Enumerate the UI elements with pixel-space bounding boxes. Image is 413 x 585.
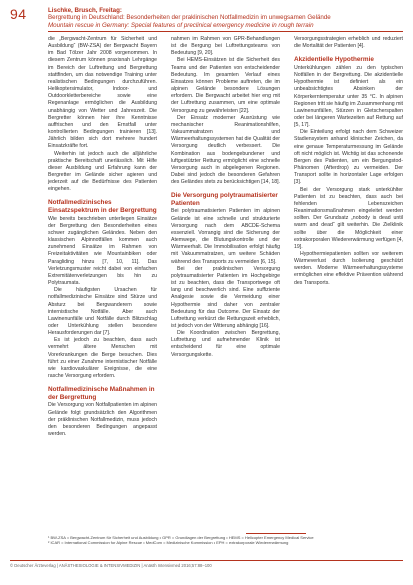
page-footer: © Deutscher Ärzteverlag | ANÄSTHESIOLOGIE & INTENSIVMEDIZIN | Anästh Intensivmed 2016;57:88–100 — [10, 563, 212, 568]
paragraph: Bei polytraumatisierten Patienten im alpinen Gelände ist eine schnelle und strukturierte Versorgung nach dem ABCDE-Schema essenziell. Vorrangig sind die Sicherung der Atemwege, die Blutungskontrolle und der Wärmeerhalt. Die Immobilisation erfolgt häufig mit Vakuummatratzen, um weitere Schäden während des Transports zu vermeiden [6, 15]. — [171, 208, 280, 265]
footnote-divider — [246, 533, 306, 534]
paragraph: Die Einteilung erfolgt nach dem Schweizer Stadiensystem anhand klinischer Zeichen, da eine genaue Temperaturmessung im Gelände oft nicht möglich ist. Wichtig ist das schonende Bergen des Patienten, um ein Bergungstod-Phänomen (Afterdrop) zu vermeiden. Der Transport sollte in horizontaler Lage erfolgen [3]. — [294, 129, 403, 186]
section-heading: Notfallmedizinische Maßnahmen in der Bergrettung — [48, 386, 155, 401]
paragraph: nahmen im Rahmen von GPR-Behandlungen ist die Bergung bei Luftrettungsteams von Bedeutung [9, 20]. — [171, 36, 280, 57]
article-body — [48, 36, 403, 551]
footnotes — [48, 535, 403, 546]
paragraph: Weiterhin ist jedoch auch die alljährliche praktische Bereitschaft unerlässlich. Mit Hilfe dieser Ausbildung und Erfahrung kann der Bergretter im Gelände sicher agieren und jederzeit auf die Bedürfnisse des Patienten eingehen. — [48, 150, 157, 193]
paragraph: Es ist jedoch zu beachten, dass auch vermehrt ältere Menschen mit Vorerkrankungen die Berge besuchen. Dies führt zu einer Zunahme internistischer Notfälle wie kardiovaskulärer Ereignisse, die eine rasche Versorgung erfordern. — [48, 337, 157, 380]
header-divider — [48, 31, 403, 32]
header-title-en: Mountain rescue in Germany: Special features of preclinical emergency medicine in rough terrain — [48, 21, 314, 29]
paragraph: Die Koordination zwischen Bergrettung, Luftrettung und aufnehmender Klinik ist entscheidend für eine optimale Versorgungskette. — [171, 330, 280, 358]
footnote-line: ² ICAR = International Commission for Alpine Rescue • MedCom = Medizinische Kommission • EPH = extrakorporale Wiedererwärmung — [48, 540, 289, 546]
paragraph: die „Bergwacht-Zentrum für Sicherheit und Ausbildung“ (BW-ZSA) der Bergwacht Bayern im Bad Tölzer Jahr 2008 vorgenommen. In diesem Zentrum können praxisnah Lehrgänge im Bereich der Luftrettung und Bergrettung stattfinden, um das notwendige Training unter realistischen Bedingungen durchzuführen. Helikoptersimulator, Indoor- und Outdoorkletterbereiche sowie eine Regenanlage ermöglichen die Ausbildung unabhängig von Wetter und Jahreszeit. Die Bergretter können hier ihre Kenntnisse auffrischen und den Ernstfall unter kontrollierten Bedingungen trainieren [13]. Jährlich bilden sich dort mehrere hundert Einsatzkräfte fort. — [48, 36, 157, 150]
running-header — [48, 7, 403, 29]
paragraph: Bei der praklinischen Versorgung polytraumatisierter Patienten im Hochgebirge ist zu beachten, dass die Transportwege oft lang und beschwerlich sind. Eine suffiziente Analgesie sowie die Vermeidung einer Hypothermie sind daher von zentraler Bedeutung für das Outcome. Der Einsatz der Luftrettung verkürzt die Rettungszeit erheblich, ist jedoch von der Witterung abhängig [16]. — [171, 265, 280, 329]
paragraph: Wie bereits beschrieben unterliegen Einsätze der Bergrettung den Besonderheiten eines schwer zugänglichen Geländes. Neben den klassischen Alpinnotfällen kommen auch zunehmend Einsätze im Rahmen von Freizeitaktivitäten wie Mountainbiken oder Paragliding hinzu [7, 10, 11]. Das Verletzungsmuster reicht dabei von einfachen Extremitätenverletzungen bis hin zu Polytraumata. — [48, 215, 157, 287]
footnote-line: ¹ BW-ZSA = Bergwacht-Zentrum für Sicherheit und Ausbildung • GPR = Grundlagen der Bergrettung • HEMS = Helicopter Emergency Medical Service — [48, 535, 314, 540]
paragraph: Hypothermiepatienten sollten vor weiterem Wärmeverlust durch Isolierung geschützt werden. Moderne Wärmeerhaltungssysteme ermöglichen eine effektive Prävention während des Transports. — [294, 250, 403, 286]
section-heading: Die Versorgung polytraumatisierter Patienten — [171, 192, 278, 207]
paragraph: Der Einsatz moderner Ausrüstung wie mechanischer Reanimationshilfen, Vakuummatratzen und Wärmeerhaltungssystemen hat die Qualität der Versorgung deutlich verbessert. Die Kombination aus bodengebundener und luftgestützter Rettung ermöglicht eine schnelle Versorgung auch in abgelegenen Regionen. Dabei sind jedoch die besonderen Gefahren des Geländes stets zu berücksichtigen [14, 18]. — [171, 114, 281, 186]
paragraph: Die Versorgung von Notfallpatienten im alpinen Gelände folgt grundsätzlich den Algorithmen der präklinischen Notfallmedizin, muss jedoch den besonderen Bedingungen angepasst werden. — [48, 402, 157, 438]
column-3 — [294, 36, 403, 287]
footer-divider — [10, 560, 403, 561]
column-2 — [171, 36, 280, 359]
header-authors: Lischke, Brusch, Freitag: — [48, 7, 122, 14]
section-heading: Akzidentielle Hypothermie — [294, 56, 374, 64]
section-heading: Notfallmedizinisches Einsatzspektrum in der Bergrettung — [48, 199, 157, 215]
paragraph: Versorgungsstrategien erheblich und reduziert die Mortalität der Patienten [4]. — [294, 36, 403, 50]
header-title-de: Bergrettung in Deutschland: Besonderheiten der praklinischen Notfallmedizin im unwegsamen Gelände — [48, 14, 331, 22]
column-1 — [48, 36, 157, 438]
paragraph: Bei HEMS-Einsätzen ist die Sicherheit des Teams und der Patienten von entscheidender Bedeutung. Im gesamten Verlauf eines Einsatzes können Probleme auftreten, die im alpinen Gelände besondere Lösungen erfordern. Die Bergwacht arbeitet hier eng mit der Luftrettung zusammen, um eine optimale Versorgung zu gewährleisten [22]. — [171, 57, 280, 114]
page-number: 94 — [10, 6, 27, 22]
paragraph: Unterkühlungen zählen zu den typischen Notfällen in der Bergrettung. Die akzidentielle Hypothermie ist definiert als ein unbeabsichtigtes Absinken der Körperkerntemperatur unter 35 °C. In alpinen Regionen tritt sie häufig im Zusammenhang mit Lawinenunfällen, Stürzen in Gletscherspalten oder bei längeren Wartezeiten auf Rettung auf [5, 17]. — [294, 64, 403, 129]
paragraph: Bei der Versorgung stark unterkühlter Patienten ist zu beachten, dass auch bei fehlenden Lebenszeichen Reanimationsmaßnahmen eingeleitet werden sollten. Der Grundsatz „nobody is dead until warm and dead“ gilt weiterhin. Die Zielklinik sollte über die Möglichkeit einer extrakorporalen Wiedererwärmung verfügen [4, 19]. — [294, 186, 403, 250]
paragraph: Die häufigsten Ursachen für notfallmedizinische Einsätze sind Stürze und Absturz bei Bergwanderern sowie internistische Notfälle. Aber auch Lawinenunfälle und Notfälle durch Blitzschlag oder Unterkühlung stellen besondere Herausforderungen dar [7]. — [48, 287, 157, 337]
